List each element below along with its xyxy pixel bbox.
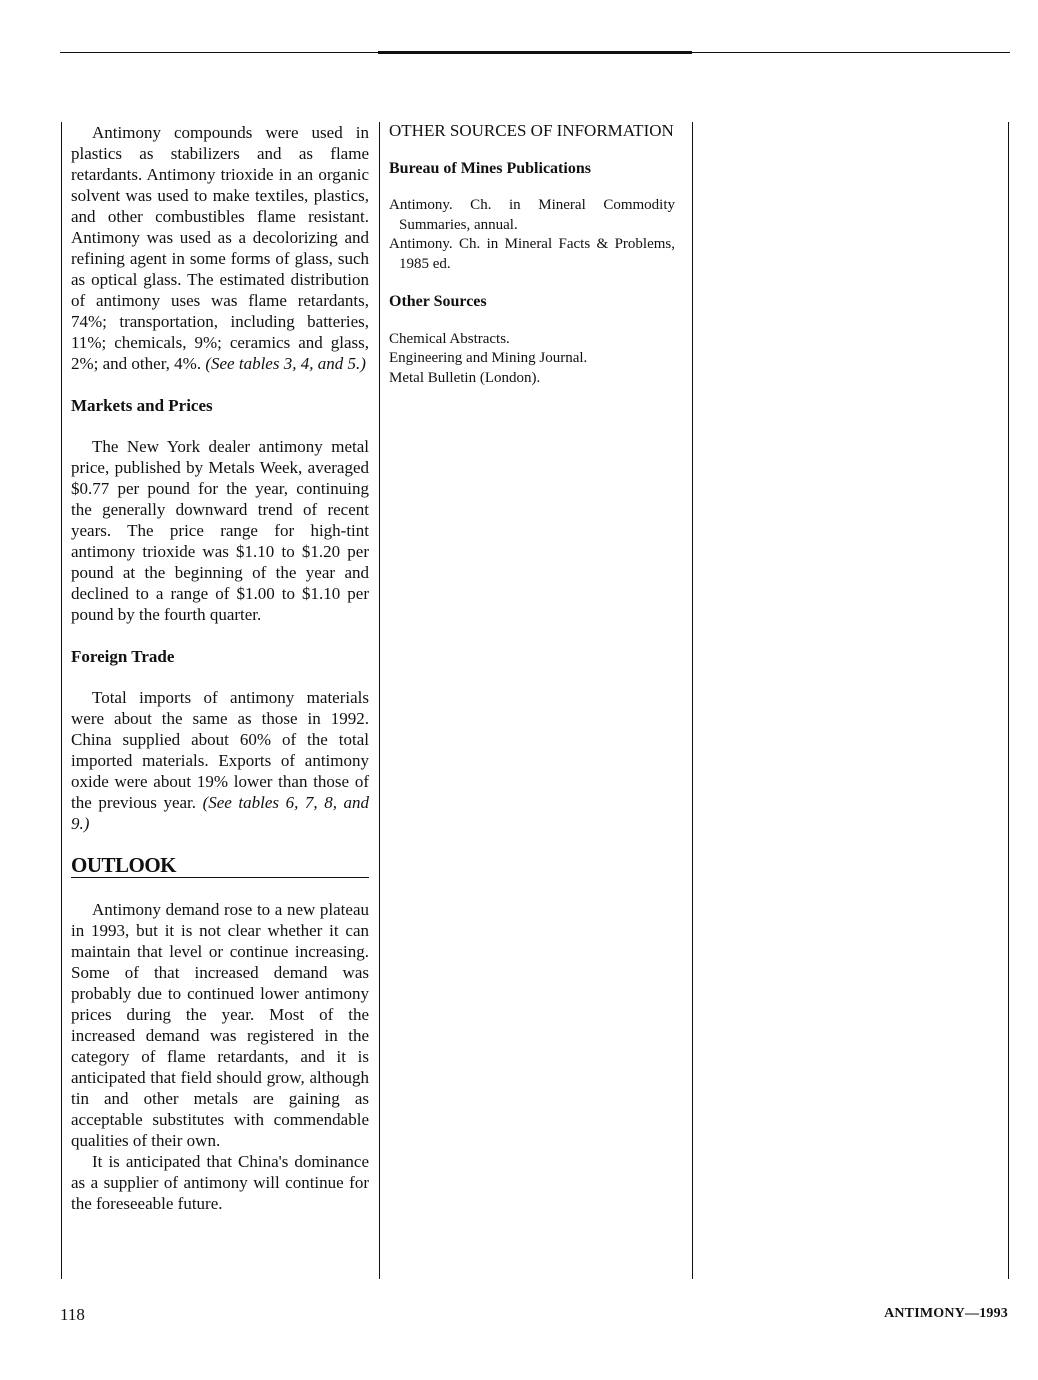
bureau-heading: Bureau of Mines Publications — [389, 159, 591, 177]
other-source-item: Metal Bulletin (London). — [389, 369, 541, 386]
sources-title: OTHER SOURCES OF INFORMATION — [389, 121, 674, 140]
column-divider-left — [61, 122, 62, 1279]
table-reference: (See tables 3, 4, and 5.) — [205, 354, 366, 373]
trade-paragraph: Total imports of antimony materials were about the same as those in 1992. China supplied about 60% of the total imported materials. Exports of antimony oxide were about 19% lower than those of the previous year. (See tables 6, 7, 8, and 9.) — [71, 688, 369, 833]
bureau-list — [389, 196, 675, 274]
column-divider-far-right — [1008, 122, 1009, 1279]
bureau-item: Antimony. Ch. in Mineral Commodity Summaries, annual. — [389, 197, 675, 233]
use-paragraph: Antimony compounds were used in plastics as stabilizers and as flame retardants. Antimony trioxide in an organic solvent was used to make textiles, plastics, and other combustibles flame resistant. Antimony was used as a decolorizing and refining agent in some forms of glass, such as optical glass. The estimated distribution of antimony uses was flame retardants, 74%; transportation, including batteries, 11%; chemicals, 9%; ceramics and glass, 2%; and other, 4%. (See tables 3, 4, and 5.) — [71, 123, 369, 373]
table-reference: (See tables 6, 7, 8, and 9.) — [71, 793, 369, 833]
main-column — [71, 122, 369, 1214]
bureau-item: Antimony. Ch. in Mineral Facts & Problems, 1985 ed. — [389, 236, 675, 272]
outlook-paragraph-1: Antimony demand rose to a new plateau in 1993, but it is not clear whether it can maintain that level or continue increasing. Some of that increased demand was probably due to continued lower antimony prices during the year. Most of the increased demand was registered in the category of flame retardants, and it is anticipated that field should grow, although tin and other metals are gaining as acceptable substitutes with commendable qualities of their own. — [71, 900, 369, 1150]
column-divider-right — [692, 122, 693, 1279]
outlook-heading: OUTLOOK — [71, 854, 369, 878]
page-number: 118 — [60, 1305, 85, 1324]
trade-heading: Foreign Trade — [71, 647, 175, 666]
top-rule-accent — [378, 51, 692, 54]
other-sources-list — [389, 330, 675, 389]
column-divider-center — [379, 122, 380, 1279]
sources-column — [389, 121, 675, 388]
other-source-item: Chemical Abstracts. — [389, 330, 510, 347]
running-title: ANTIMONY—1993 — [884, 1306, 1008, 1321]
markets-heading: Markets and Prices — [71, 396, 213, 415]
markets-paragraph: The New York dealer antimony metal price, published by Metals Week, averaged $0.77 per pound for the year, continuing the generally downward trend of recent years. The price range for high-tint antimony trioxide was $1.10 to $1.20 per pound at the beginning of the year and declined to a range of $1.00 to $1.10 per pound by the fourth quarter. — [71, 437, 369, 624]
other-sources-heading: Other Sources — [389, 293, 487, 310]
other-source-item: Engineering and Mining Journal. — [389, 350, 588, 366]
outlook-paragraph-2: It is anticipated that China's dominance as a supplier of antimony will continue for the foreseeable future. — [71, 1152, 369, 1213]
